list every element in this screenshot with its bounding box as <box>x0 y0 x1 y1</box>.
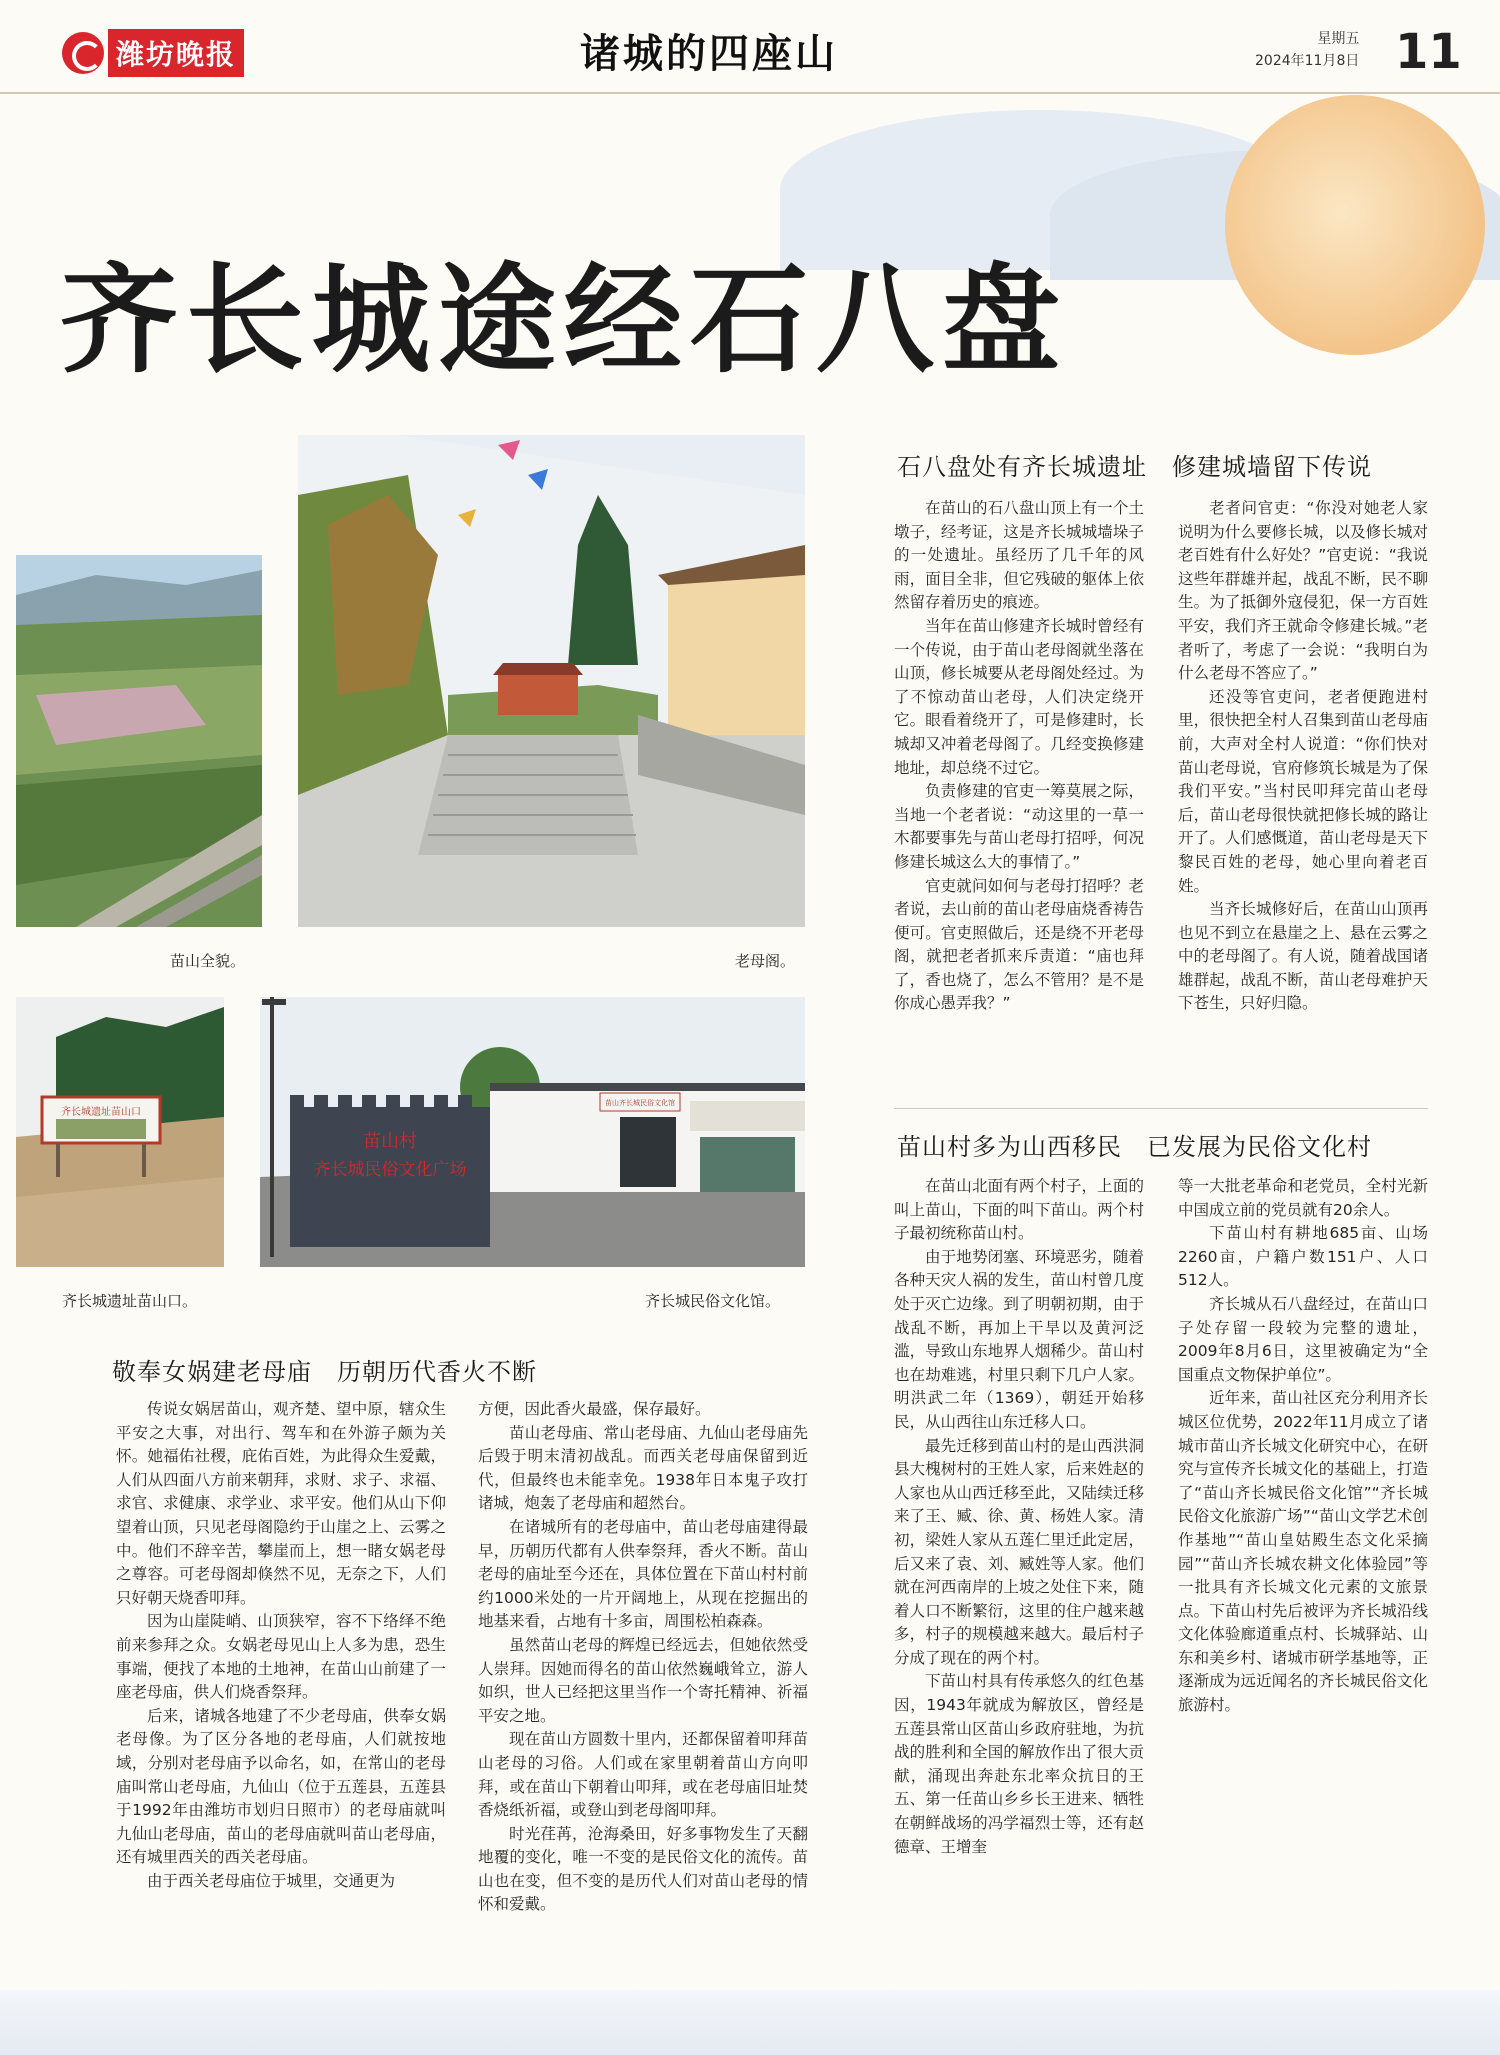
photo-folk-culture-museum <box>260 997 805 1267</box>
paragraph: 等一大批老革命和老党员，全村光新中国成立前的党员就有20余人。 <box>1178 1177 1428 1219</box>
photo-caption: 齐长城遗址苗山口。 <box>62 1292 198 1310</box>
photo-caption: 老母阁。 <box>735 952 796 970</box>
paragraph: 官吏就问如何与老母打招呼？老者说，去山前的苗山老母庙烧香祷告便可。官吏照做后，还是绕不开老母阁，就把老者抓来斥责道：“庙也拜了，香也烧了，怎么不管用？是不是你成心愚弄我？” <box>894 876 1144 1013</box>
paragraph: 现在苗山方圆数十里内，还都保留着叩拜苗山老母的习俗。人们或在家里朝着苗山方向叩拜，或在苗山下朝着山叩拜，或在老母庙旧址焚香烧纸祈福，或登山到老母阁叩拜。 <box>478 1730 808 1820</box>
logo-icon <box>62 32 104 74</box>
header-rule <box>0 92 1500 94</box>
article1-column-2 <box>478 1398 808 1975</box>
article3-column-2 <box>1178 1175 1428 1975</box>
paragraph: 当年在苗山修建齐长城时曾经有一个传说，由于苗山老母阁就坐落在山顶，修长城要从老母阁处经过。为了不惊动苗山老母，人们决定绕开它。眼看着绕开了，可是修建时，长城却又冲着老母阁了。几经变换修建地址，却总绕不过它。 <box>894 616 1144 777</box>
article2-heading: 石八盘处有齐长城遗址 修建城墙留下传说 <box>897 453 1372 481</box>
paragraph: 下苗山村具有传承悠久的红色基因，1943年就成为解放区，曾经是五莲县常山区苗山乡政府驻地，为抗战的胜利和全国的解放作出了很大贡献，涌现出奔赴东北率众抗日的王五、第一任苗山乡乡长王进来、牺牲在朝鲜战场的冯学福烈士等，还有赵德章、王增奎 <box>894 1672 1144 1856</box>
photo-miaoshan-overview <box>16 555 262 927</box>
article1-column-1 <box>116 1398 446 1975</box>
paragraph: 在苗山的石八盘山顶上有一个土墩子，经考证，这是齐长城城墙垛子的一处遗址。虽经历了几千年的风雨，面目全非，但它残破的躯体上依然留存着历史的痕迹。 <box>894 499 1144 612</box>
article1-heading: 敬奉女娲建老母庙 历朝历代香火不断 <box>112 1358 537 1386</box>
date-block <box>1255 28 1359 72</box>
photo-laomu-pavilion <box>298 435 805 927</box>
paragraph: 苗山老母庙、常山老母庙、九仙山老母庙先后毁于明末清初战乱。而西关老母庙保留到近代，但最终也未能幸免。1938年日本鬼子攻打诸城，炮轰了老母庙和超然台。 <box>478 1423 808 1513</box>
paragraph: 时光荏苒，沧海桑田，好多事物发生了天翻地覆的变化，唯一不变的是民俗文化的流传。苗山也在变，但不变的是历代人们对苗山老母的情怀和爱戴。 <box>478 1824 808 1914</box>
decorative-sun <box>1225 95 1485 355</box>
paragraph: 最先迁移到苗山村的是山西洪洞县大槐树村的王姓人家，后来姓赵的人家也从山西迁移至此，又陆续迁移来了王、臧、徐、黄、杨姓人家。清初，梁姓人家从五莲仁里迁此定居，后又来了袁、刘、臧姓等人家。他们就在河西南岸的上坡之处住下来，随着人口不断繁衍，这里的住户越来越多，村子的规模越来越大。最后村子分成了现在的两个村。 <box>894 1436 1144 1667</box>
paragraph: 由于地势闭塞、环境恶劣，随着各种天灾人祸的发生，苗山村曾几度处于灭亡边缘。到了明朝初期，由于战乱不断，再加上干旱以及黄河泛滥，导致山东地界人烟稀少。苗山村也在劫难逃，村里只剩下几户人家。明洪武二年（1369），朝廷开始移民，从山西往山东迁移人口。 <box>894 1247 1144 1431</box>
wall-text-bottom: 齐长城民俗文化广场 <box>313 1160 467 1180</box>
section-divider <box>894 1108 1428 1109</box>
paragraph: 虽然苗山老母的辉煌已经远去，但她依然受人崇拜。因她而得名的苗山依然巍峨耸立，游人如织，世人已经把这里当作一个寄托精神、祈福平安之地。 <box>478 1635 808 1725</box>
article2-column-1 <box>894 497 1144 1082</box>
paragraph: 在苗山北面有两个村子，上面的叫上苗山，下面的叫下苗山。两个村子最初统称苗山村。 <box>894 1177 1144 1243</box>
decorative-bottom-band <box>0 1990 1500 2055</box>
page-number: 11 <box>1395 24 1462 80</box>
paragraph: 齐长城从石八盘经过，在苗山口子处存留一段较为完整的遗址，2009年8月6日，这里被确定为“全国重点文物保护单位”。 <box>1178 1294 1428 1384</box>
article3-column-1 <box>894 1175 1144 1975</box>
paragraph: 方便，因此香火最盛，保存最好。 <box>478 1400 711 1418</box>
paragraph: 后来，诸城各地建了不少老母庙，供奉女娲老母像。为了区分各地的老母庙，人们就按地域，分别对老母庙予以命名，如，在常山的老母庙叫常山老母庙，九仙山（位于五莲县，五莲县于1992年由潍坊市划归日照市）的老母庙就叫九仙山老母庙，苗山的老母庙就叫苗山老母庙，还有城里西关的西关老母庙。 <box>116 1706 446 1867</box>
newspaper-logo <box>62 30 244 76</box>
paragraph: 由于西关老母庙位于城里，交通更为 <box>147 1871 396 1890</box>
section-title: 诸城的四座山 <box>580 31 838 77</box>
photo-miaoshan-pass <box>16 997 224 1267</box>
wall-text-top: 苗山村 <box>363 1131 417 1152</box>
article2-column-2 <box>1178 497 1428 1082</box>
sign-text: 齐长城遗址苗山口 <box>61 1107 141 1118</box>
issue-date: 2024年11月8日 <box>1255 53 1360 69</box>
photo-caption: 齐长城民俗文化馆。 <box>645 1292 781 1310</box>
paragraph: 老者问官吏：“你没对她老人家说明为什么要修长城，以及修长城对老百姓有什么好处？”官吏说：“我说这些年群雄并起，战乱不断，民不聊生。为了抵御外寇侵犯，保一方百姓平安，我们齐王就命令修建长城。”老者听了，考虑了一会说：“我明白为什么老母不答应了。” <box>1178 499 1428 683</box>
paragraph: 还没等官吏问，老者便跑进村里，很快把全村人召集到苗山老母庙前，大声对全村人说道：“你们快对苗山老母说，官府修筑长城是为了保我们平安。”当村民叩拜完苗山老母后，苗山老母很快就把修长城的路让开了。人们感慨道，苗山老母是天下黎民百姓的老母，她心里向着老百姓。 <box>1178 687 1428 895</box>
paragraph: 近年来，苗山社区充分利用齐长城区位优势，2022年11月成立了诸城市苗山齐长城文化研究中心，在研究与宣传齐长城文化的基础上，打造了“苗山齐长城民俗文化馆”“齐长城民俗文化旅游广场”“苗山文学艺术创作基地”“苗山皇姑殿生态文化采摘园”“苗山齐长城农耕文化体验园”等一批具有齐长城文化元素的文旅景点。下苗山村先后被评为齐长城沿线文化体验廊道重点村、长城驿站、山东和美乡村、诸城市研学基地等，正逐渐成为远近闻名的齐长城民俗文化旅游村。 <box>1178 1389 1428 1715</box>
paragraph: 在诸城所有的老母庙中，苗山老母庙建得最早，历朝历代都有人供奉祭拜，香火不断。苗山老母的庙址至今还在，具体位置在下苗山村村前约1000米处的一片开阔地上，从现在挖掘出的地基来看，占地有十多亩，周围松柏森森。 <box>478 1517 808 1631</box>
paragraph: 因为山崖陡峭、山顶狭窄，容不下络绎不绝前来参拜之众。女娲老母见山上人多为患，恐生事端，便找了本地的土地神，在苗山山前建了一座老母庙，供人们烧香祭拜。 <box>116 1612 446 1702</box>
photo-caption: 苗山全貌。 <box>170 952 246 970</box>
museum-door-text: 苗山齐长城民俗文化馆 <box>605 1099 675 1107</box>
paragraph: 下苗山村有耕地685亩、山场2260亩，户籍户数151户、人口512人。 <box>1178 1224 1428 1290</box>
weekday: 星期五 <box>1317 31 1360 47</box>
article3-heading: 苗山村多为山西移民 已发展为民俗文化村 <box>897 1133 1372 1161</box>
paragraph: 传说女娲居苗山，观齐楚、望中原，辖众生平安之大事，对出行、驾车和在外游子颇为关怀。她福佑社稷，庇佑百姓，为此得众生爱戴，人们从四面八方前来朝拜，求财、求子、求福、求官、求健康、求学业、求平安。他们从山下仰望着山顶，只见老母阁隐约于山崖之上、云雾之中。他们不辞辛苦，攀崖而上，想一睹女娲老母之尊容。可老母阁却倏然不见，无奈之下，人们只好朝天烧香叩拜。 <box>116 1400 446 1607</box>
logo-text: 潍坊晚报 <box>108 29 244 77</box>
paragraph: 当齐长城修好后，在苗山山顶再也见不到立在悬崖之上、悬在云雾之中的老母阁了。有人说，随着战国诸雄群起，战乱不断，苗山老母难护天下苍生，只好归隐。 <box>1178 900 1428 1013</box>
headline: 齐长城途经石八盘 <box>60 251 1069 389</box>
paragraph: 负责修建的官吏一筹莫展之际，当地一个老者说：“动这里的一草一木都要事先与苗山老母打招呼，何况修建长城这么大的事情了。” <box>894 782 1144 871</box>
